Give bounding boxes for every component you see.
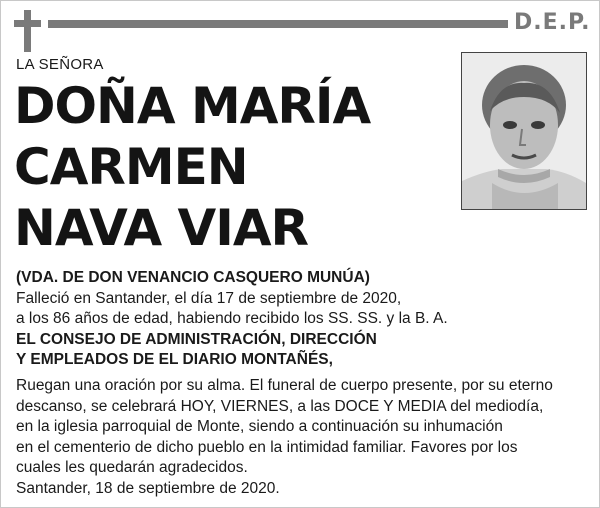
prayer-line: en la iglesia parroquial de Monte, siendo a continuación su inhumación: [16, 418, 503, 436]
death-line: Falleció en Santander, el día 17 de septiembre de 2020,: [16, 289, 402, 307]
portrait-photo: [461, 52, 587, 210]
name-line: CARMEN: [14, 138, 248, 196]
widow-line: (VDA. DE DON VENANCIO CASQUERO MUNÚA): [16, 269, 370, 286]
org-line: Y EMPLEADOS DE EL DIARIO MONTAÑÉS,: [16, 351, 333, 369]
prayer-line: descanso, se celebrará HOY, VIERNES, a las DOCE Y MEDIA del mediodía,: [16, 397, 544, 415]
prayer-line: en el cementerio de dicho pueblo en la intimidad familiar. Favores por los: [16, 438, 518, 456]
death-line: a los 86 años de edad, habiendo recibido los SS. SS. y la B. A.: [16, 310, 448, 328]
deceased-name: [14, 76, 444, 259]
name-line: DOÑA MARÍA: [14, 77, 371, 135]
header-rule: [48, 20, 508, 28]
portrait-photo-icon: [462, 53, 586, 209]
title-label: LA SEÑORA: [16, 56, 104, 73]
notice-body: [16, 268, 592, 500]
name-line: NAVA VIAR: [14, 199, 309, 257]
signoff-line: Santander, 18 de septiembre de 2020.: [16, 479, 280, 497]
org-line: EL CONSEJO DE ADMINISTRACIÓN, DIRECCIÓN: [16, 330, 377, 348]
prayer-line: cuales les quedarán agradecidos.: [16, 459, 248, 477]
prayer-line: Ruegan una oración por su alma. El funeral de cuerpo presente, por su eterno: [16, 376, 553, 394]
cross-icon: [14, 10, 40, 52]
dep-label: D.E.P.: [514, 10, 591, 35]
